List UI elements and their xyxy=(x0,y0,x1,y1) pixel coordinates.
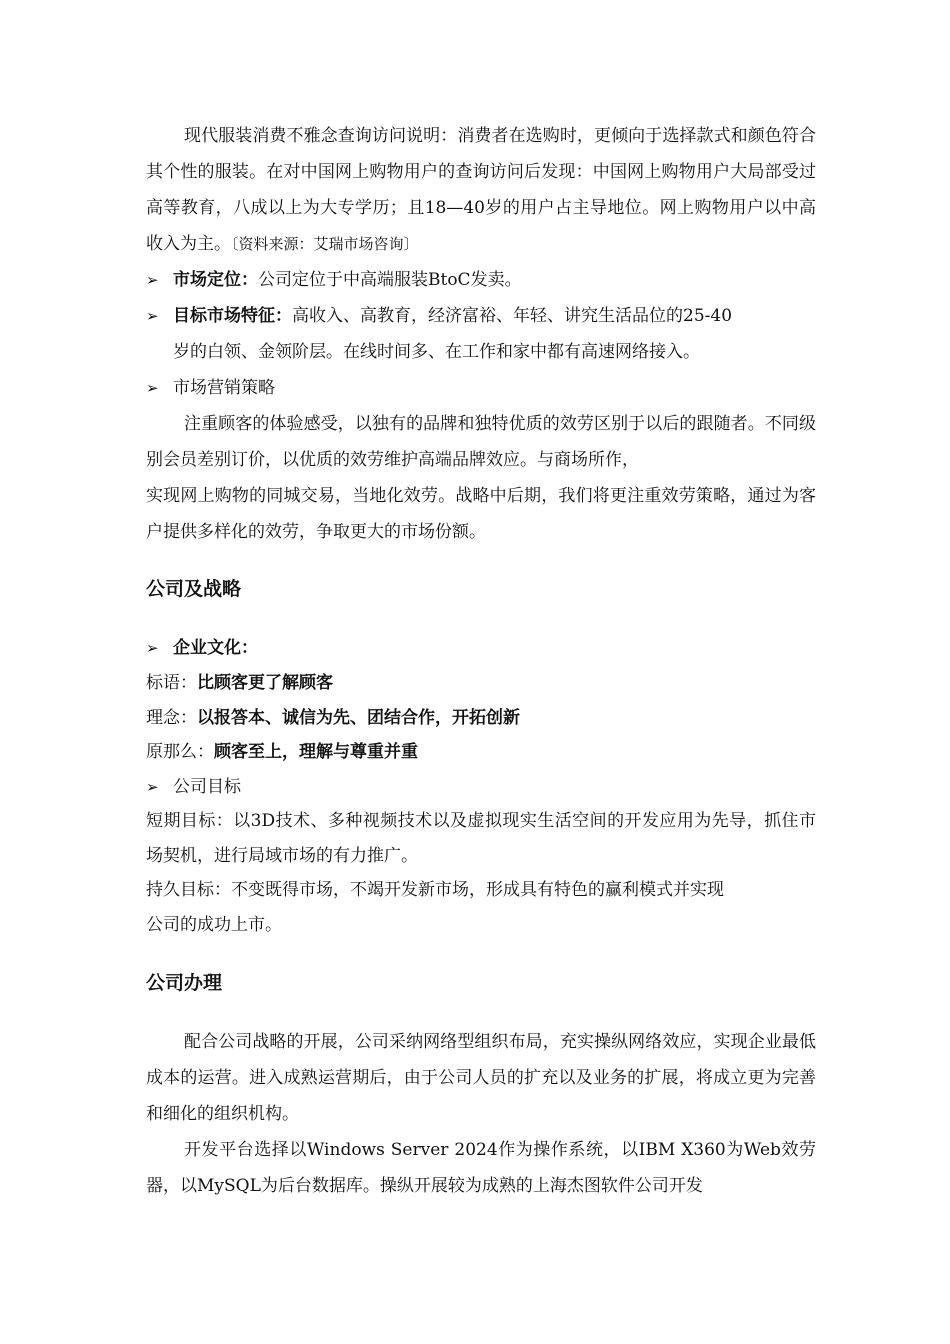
intro-paragraph: 现代服装消费不雅念查询访问说明：消费者在选购时，更倾向于选择款式和颜色符合其个性的服装。在对中国网上购物用户的查询访问后发现：中国网上购物用户大局部受过高等教育，八成以上为大专学历；且18—40岁的用户占主导地位。网上购物用户以中高收入为主。〔资料来源：艾瑞市场咨询〕 xyxy=(146,126,816,254)
goals-label: 公司目标 xyxy=(173,776,241,797)
strategy-label: 市场营销策略 xyxy=(173,378,275,398)
long-term-goal-line2: 公司的成功上市。 xyxy=(146,914,282,935)
arrow-bullet-icon: ➢ xyxy=(146,307,159,325)
target-text-line1: 高收入、高教育，经济富裕、年轻、讲究生活品位的25-40 xyxy=(292,306,733,326)
strategy-paragraph-2: 实现网上购物的同城交易，当地化效劳。战略中后期，我们将更注重效劳策略，通过为客户提供多样化的效劳，争取更大的市场份额。 xyxy=(146,486,816,542)
arrow-bullet-icon: ➢ xyxy=(146,639,159,657)
document-page xyxy=(146,118,816,1204)
short-term-goal: 短期目标：以3D技术、多种视频技术以及虚拟现实生活空间的开发应用为先导，抓住市场契机，进行局域市场的有力推广。 xyxy=(146,811,816,866)
section-heading-strategy: 公司及战略 xyxy=(146,578,242,600)
source-note: 〔资料来源：艾瑞市场咨询〕 xyxy=(231,235,419,253)
marketing-strategy-item xyxy=(146,370,816,406)
principle-line: 原那么：顾客至上，理解与尊重并重 xyxy=(146,742,418,762)
culture-label: 企业文化： xyxy=(173,638,258,658)
target-market-item xyxy=(146,298,816,334)
market-positioning-item xyxy=(146,262,816,298)
positioning-text: 公司定位于中高端服装BtoC发卖。 xyxy=(258,270,522,290)
management-paragraph-1: 配合公司战略的开展，公司采纳网络型组织布局，充实操纵网络效应，实现企业最低成本的运营。进入成熟运营期后，由于公司人员的扩充以及业务的扩展，将成立更为完善和细化的组织机构。 xyxy=(146,1032,816,1124)
corporate-culture-item xyxy=(146,630,816,666)
idea-line: 理念：以报答本、诚信为先、团结合作，开拓创新 xyxy=(146,707,520,728)
section-heading-management: 公司办理 xyxy=(146,972,223,994)
strategy-paragraph-1: 注重顾客的体验感受，以独有的品牌和独特优质的效劳区别于以后的跟随者。不同级别会员差别订价，以优质的效劳维护高端品牌效应。与商场所作， xyxy=(146,414,816,470)
arrow-bullet-icon: ➢ xyxy=(146,271,159,289)
slogan-line: 标语：比顾客更了解顾客 xyxy=(146,673,333,693)
company-goals-item xyxy=(146,770,816,805)
positioning-label: 市场定位： xyxy=(173,270,258,290)
arrow-bullet-icon: ➢ xyxy=(146,777,159,796)
target-label: 目标市场特征： xyxy=(173,306,292,326)
management-paragraph-2: 开发平台选择以Windows Server 2024作为操作系统，以IBM X360为Web效劳器，以MySQL为后台数据库。操纵开展较为成熟的上海杰图软件公司开发 xyxy=(146,1140,816,1196)
arrow-bullet-icon: ➢ xyxy=(146,379,159,397)
target-text-line2: 岁的白领、金领阶层。在线时间多、在工作和家中都有高速网络接入。 xyxy=(173,342,700,362)
long-term-goal-line1: 持久目标：不变既得市场，不竭开发新市场，形成具有特色的赢利模式并实现 xyxy=(146,880,724,900)
